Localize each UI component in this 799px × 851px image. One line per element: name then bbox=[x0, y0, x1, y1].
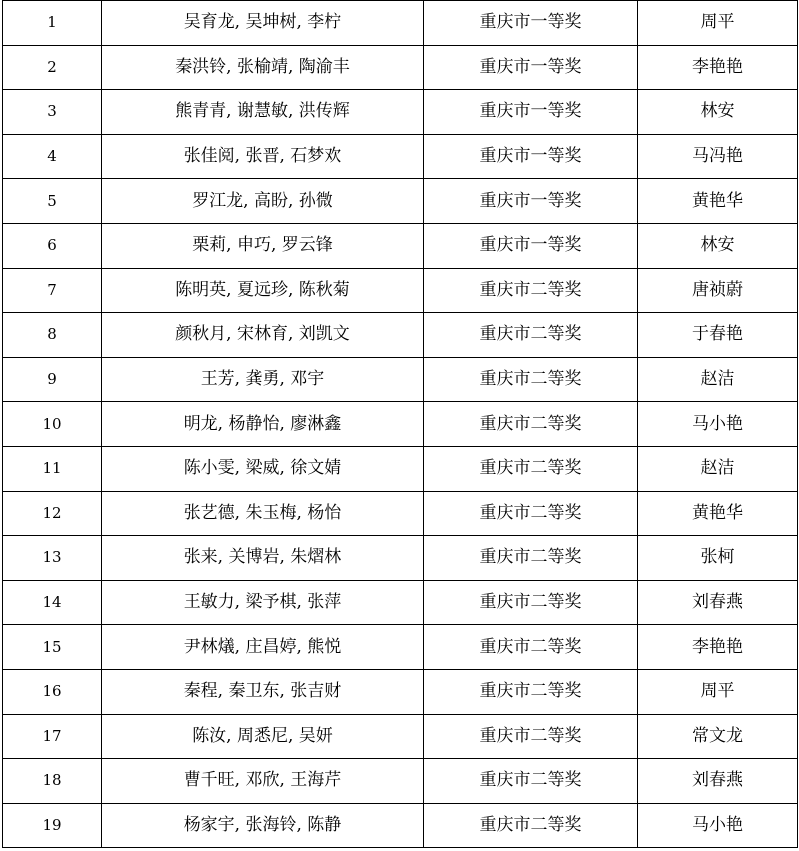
team-members-cell: 王敏力, 梁予棋, 张萍 bbox=[102, 580, 424, 625]
award-level-cell: 重庆市一等奖 bbox=[424, 179, 638, 224]
award-level-cell: 重庆市二等奖 bbox=[424, 625, 638, 670]
row-number-cell: 2 bbox=[3, 45, 102, 90]
advisor-name-cell: 黄艳华 bbox=[638, 179, 798, 224]
table-row bbox=[3, 580, 798, 625]
row-number-cell: 16 bbox=[3, 669, 102, 714]
table-row bbox=[3, 536, 798, 581]
advisor-name-cell: 唐祯蔚 bbox=[638, 268, 798, 313]
team-members-cell: 罗江龙, 高盼, 孙微 bbox=[102, 179, 424, 224]
team-members-cell: 杨家宇, 张海铃, 陈静 bbox=[102, 803, 424, 848]
advisor-name-cell: 林安 bbox=[638, 223, 798, 268]
table-row bbox=[3, 268, 798, 313]
team-members-cell: 曹千旺, 邓欣, 王海芹 bbox=[102, 759, 424, 804]
advisor-name-cell: 刘春燕 bbox=[638, 759, 798, 804]
table-row bbox=[3, 1, 798, 46]
row-number-cell: 12 bbox=[3, 491, 102, 536]
advisor-name-cell: 赵洁 bbox=[638, 446, 798, 491]
team-members-cell: 尹林燨, 庄昌婷, 熊悦 bbox=[102, 625, 424, 670]
team-members-cell: 吴育龙, 吴坤树, 李柠 bbox=[102, 1, 424, 46]
table-row bbox=[3, 357, 798, 402]
team-members-cell: 栗莉, 申巧, 罗云锋 bbox=[102, 223, 424, 268]
row-number-cell: 5 bbox=[3, 179, 102, 224]
row-number-cell: 18 bbox=[3, 759, 102, 804]
advisor-name-cell: 李艳艳 bbox=[638, 45, 798, 90]
team-members-cell: 秦洪铃, 张榆靖, 陶渝丰 bbox=[102, 45, 424, 90]
award-level-cell: 重庆市一等奖 bbox=[424, 45, 638, 90]
advisor-name-cell: 常文龙 bbox=[638, 714, 798, 759]
award-level-cell: 重庆市二等奖 bbox=[424, 357, 638, 402]
row-number-cell: 17 bbox=[3, 714, 102, 759]
award-level-cell: 重庆市二等奖 bbox=[424, 491, 638, 536]
row-number-cell: 19 bbox=[3, 803, 102, 848]
award-level-cell: 重庆市二等奖 bbox=[424, 313, 638, 358]
table-row bbox=[3, 223, 798, 268]
table-row bbox=[3, 134, 798, 179]
row-number-cell: 14 bbox=[3, 580, 102, 625]
row-number-cell: 4 bbox=[3, 134, 102, 179]
table-row bbox=[3, 402, 798, 447]
row-number-cell: 8 bbox=[3, 313, 102, 358]
team-members-cell: 秦程, 秦卫东, 张吉财 bbox=[102, 669, 424, 714]
advisor-name-cell: 马小艳 bbox=[638, 803, 798, 848]
team-members-cell: 王芳, 龚勇, 邓宇 bbox=[102, 357, 424, 402]
team-members-cell: 陈小雯, 梁威, 徐文婧 bbox=[102, 446, 424, 491]
row-number-cell: 9 bbox=[3, 357, 102, 402]
table-row bbox=[3, 759, 798, 804]
team-members-cell: 陈明英, 夏远珍, 陈秋菊 bbox=[102, 268, 424, 313]
advisor-name-cell: 周平 bbox=[638, 1, 798, 46]
advisor-name-cell: 李艳艳 bbox=[638, 625, 798, 670]
award-level-cell: 重庆市一等奖 bbox=[424, 134, 638, 179]
table-row bbox=[3, 803, 798, 848]
table-row bbox=[3, 45, 798, 90]
award-level-cell: 重庆市二等奖 bbox=[424, 669, 638, 714]
team-members-cell: 张来, 关博岩, 朱熠林 bbox=[102, 536, 424, 581]
advisor-name-cell: 于春艳 bbox=[638, 313, 798, 358]
team-members-cell: 明龙, 杨静怡, 廖淋鑫 bbox=[102, 402, 424, 447]
award-level-cell: 重庆市二等奖 bbox=[424, 580, 638, 625]
table-row bbox=[3, 179, 798, 224]
award-level-cell: 重庆市一等奖 bbox=[424, 1, 638, 46]
award-level-cell: 重庆市二等奖 bbox=[424, 536, 638, 581]
row-number-cell: 15 bbox=[3, 625, 102, 670]
team-members-cell: 陈汝, 周悉尼, 吴妍 bbox=[102, 714, 424, 759]
table-row bbox=[3, 491, 798, 536]
award-table-body bbox=[3, 1, 798, 848]
row-number-cell: 7 bbox=[3, 268, 102, 313]
award-level-cell: 重庆市二等奖 bbox=[424, 268, 638, 313]
team-members-cell: 熊青青, 谢慧敏, 洪传辉 bbox=[102, 90, 424, 135]
table-row bbox=[3, 625, 798, 670]
row-number-cell: 10 bbox=[3, 402, 102, 447]
award-level-cell: 重庆市一等奖 bbox=[424, 90, 638, 135]
table-row bbox=[3, 446, 798, 491]
advisor-name-cell: 林安 bbox=[638, 90, 798, 135]
row-number-cell: 6 bbox=[3, 223, 102, 268]
team-members-cell: 张佳阅, 张晋, 石梦欢 bbox=[102, 134, 424, 179]
award-level-cell: 重庆市二等奖 bbox=[424, 714, 638, 759]
advisor-name-cell: 周平 bbox=[638, 669, 798, 714]
table-row bbox=[3, 313, 798, 358]
award-level-cell: 重庆市二等奖 bbox=[424, 446, 638, 491]
advisor-name-cell: 黄艳华 bbox=[638, 491, 798, 536]
team-members-cell: 张艺德, 朱玉梅, 杨怡 bbox=[102, 491, 424, 536]
award-level-cell: 重庆市二等奖 bbox=[424, 402, 638, 447]
award-level-cell: 重庆市二等奖 bbox=[424, 803, 638, 848]
table-row bbox=[3, 669, 798, 714]
award-table bbox=[2, 0, 798, 848]
row-number-cell: 11 bbox=[3, 446, 102, 491]
row-number-cell: 13 bbox=[3, 536, 102, 581]
advisor-name-cell: 赵洁 bbox=[638, 357, 798, 402]
advisor-name-cell: 张柯 bbox=[638, 536, 798, 581]
row-number-cell: 3 bbox=[3, 90, 102, 135]
advisor-name-cell: 马冯艳 bbox=[638, 134, 798, 179]
team-members-cell: 颜秋月, 宋林育, 刘凯文 bbox=[102, 313, 424, 358]
advisor-name-cell: 刘春燕 bbox=[638, 580, 798, 625]
award-level-cell: 重庆市一等奖 bbox=[424, 223, 638, 268]
table-row bbox=[3, 714, 798, 759]
advisor-name-cell: 马小艳 bbox=[638, 402, 798, 447]
row-number-cell: 1 bbox=[3, 1, 102, 46]
award-level-cell: 重庆市二等奖 bbox=[424, 759, 638, 804]
table-row bbox=[3, 90, 798, 135]
